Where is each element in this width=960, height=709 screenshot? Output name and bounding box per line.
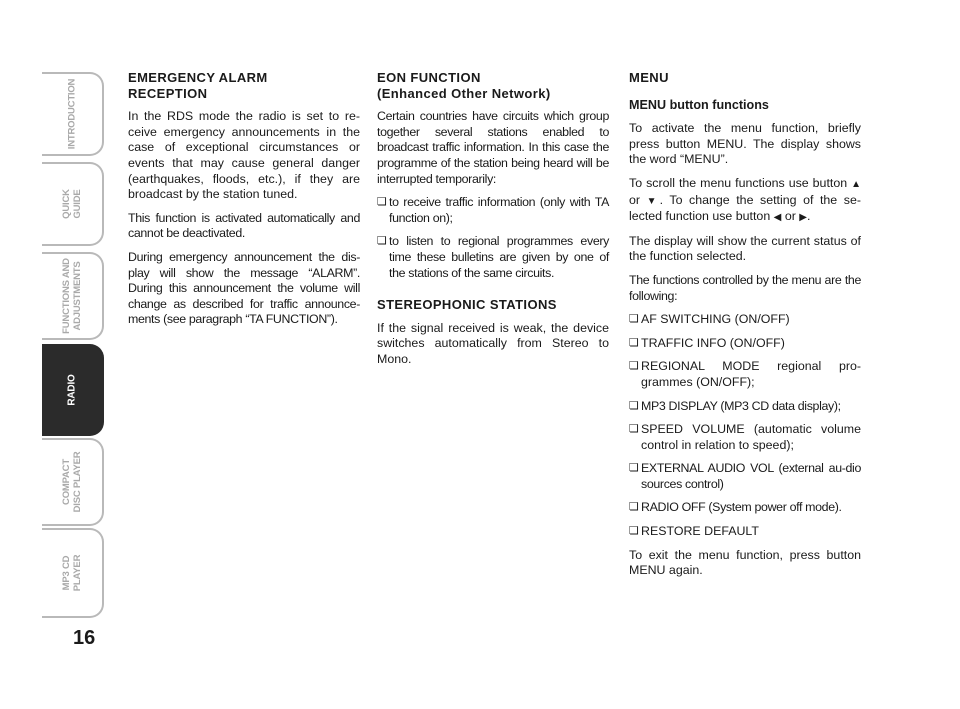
list-item (377, 234, 609, 281)
list-item-text: REGIONAL MODE regional pro-grammes (ON/OFF); (641, 359, 861, 389)
subheading-menu-button-functions (629, 98, 861, 114)
tab-quick-guide[interactable] (42, 162, 104, 246)
tab-mp3-label: MP3 CD PLAYER (61, 554, 83, 592)
list-item-text: RESTORE DEFAULT (641, 524, 759, 539)
paragraph: The display will show the current status of the function selected. (629, 233, 861, 264)
paragraph: Certain countries have circuits which group together several stations enabled to broadcast traffic information. In this case the programme of the station being heard will be interrupted temporarily: (377, 109, 609, 186)
column-menu (629, 70, 861, 587)
list-item-text: EXTERNAL AUDIO VOL (external au-dio sources control) (641, 461, 861, 491)
list-item (629, 336, 861, 352)
checkbox-bullet-icon: ❏ (629, 525, 639, 538)
tab-compact-disc-player[interactable] (42, 438, 104, 526)
paragraph: To exit the menu function, press button MENU again. (629, 547, 861, 578)
list-item-text: TRAFFIC INFO (ON/OFF) (641, 335, 785, 350)
paragraph: This function is activated automatically and cannot be deactivated. (128, 210, 360, 241)
list-item (377, 195, 609, 226)
heading-emergency-alarm: EMERGENCY ALARM RECEPTION (128, 70, 268, 101)
column-emergency (128, 70, 360, 336)
subheading-rest: button functions (666, 97, 769, 112)
triangle-left-icon: ◀ (773, 212, 782, 224)
list-item (629, 461, 861, 492)
triangle-down-icon: ▼ (646, 195, 660, 207)
checkbox-bullet-icon: ❏ (377, 235, 387, 248)
list-item (629, 399, 861, 415)
tab-introduction-label: INTRODUCTION (66, 78, 78, 150)
text: . To change the setting of the se-lected function use button (629, 192, 861, 224)
checkbox-bullet-icon: ❏ (629, 501, 639, 514)
triangle-up-icon: ▲ (851, 178, 861, 190)
column-eon (377, 70, 609, 376)
paragraph (629, 176, 861, 226)
tab-quick-guide-label: QUICK GUIDE (61, 189, 83, 219)
paragraph: In the RDS mode the radio is set to re-ceive emergency announcements in the case of exceptional circumstances or events that may cause general danger (earthquakes, floods, etc.), if they are broadcast by the station tuned. (128, 109, 360, 202)
checkbox-bullet-icon: ❏ (629, 360, 639, 373)
paragraph: To activate the menu function, briefly press button MENU. The display shows the word “MENU”. (629, 121, 861, 167)
list-item-text: SPEED VOLUME (automatic volume control in relation to speed); (641, 422, 861, 452)
tab-cd-label: COMPACT DISC PLAYER (61, 451, 83, 513)
list-item-text: to listen to regional programmes every time these bulletins are given by one of the stations of the same circuits. (389, 234, 609, 280)
checkbox-bullet-icon: ❏ (629, 462, 639, 475)
tab-mp3-cd-player[interactable] (42, 528, 104, 618)
checkbox-bullet-icon: ❏ (629, 399, 639, 412)
list-item-text: RADIO OFF (System power off mode). (641, 500, 842, 515)
tab-introduction[interactable] (42, 72, 104, 156)
heading-menu: MENU (629, 70, 669, 85)
text: or (629, 192, 647, 207)
text: or (781, 209, 800, 224)
checkbox-bullet-icon: ❏ (629, 423, 639, 436)
page-number: 16 (73, 627, 96, 649)
list-item (629, 359, 861, 390)
paragraph: During emergency announcement the dis-play will show the message “ALARM”. During this announcement the volume will change as described for traffic announce-ments (see paragraph “TA FUNCTION”). (128, 249, 360, 327)
list-item (629, 500, 861, 516)
list-item-text: MP3 DISPLAY (MP3 CD data display); (641, 398, 841, 413)
tab-radio[interactable] (42, 344, 104, 436)
checkbox-bullet-icon: ❏ (629, 336, 639, 349)
subheading-bold: MENU (629, 97, 667, 112)
text: . (806, 209, 811, 224)
paragraph: The functions controlled by the menu are the following: (629, 272, 861, 303)
text: To scroll the menu functions use button (629, 175, 852, 190)
list-item (629, 422, 861, 453)
list-item-text: AF SWITCHING (ON/OFF) (641, 312, 790, 327)
list-item (629, 524, 861, 540)
list-item (629, 312, 861, 328)
checkbox-bullet-icon: ❏ (629, 313, 639, 326)
tab-radio-label: RADIO (66, 374, 78, 406)
paragraph: If the signal received is weak, the device switches automatically from Stereo to Mono. (377, 320, 609, 366)
heading-eon-function: EON FUNCTION (Enhanced Other Network) (377, 70, 551, 101)
checkbox-bullet-icon: ❏ (377, 196, 387, 209)
list-item-text: to receive traffic information (only with TA function on); (389, 195, 609, 225)
tab-functions-and-adjustments[interactable] (42, 252, 104, 340)
heading-stereophonic-stations: STEREOPHONIC STATIONS (377, 297, 557, 313)
tab-functions-label: FUNCTIONS AND ADJUSTMENTS (61, 258, 83, 334)
triangle-right-icon: ▶ (799, 212, 807, 224)
